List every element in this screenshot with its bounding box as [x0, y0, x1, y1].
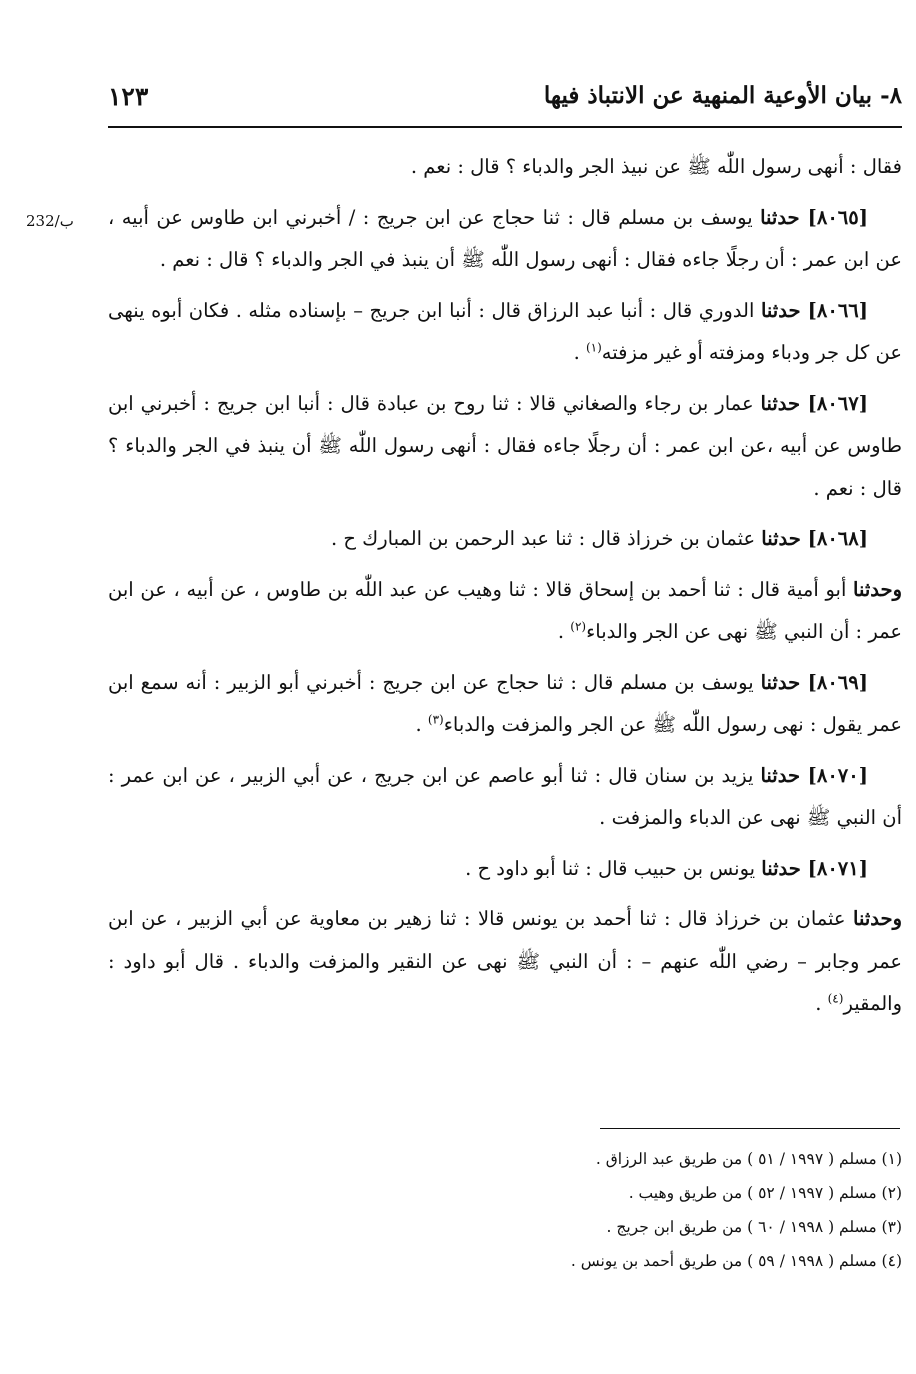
- paragraph-text: يوسف بن مسلم قال : ثنا حجاج عن ابن جريج : / أخبرني ابن طاوس عن أبيه ، عن ابن عمر : أن رجلًا جاءه فقال : أنهى رسول اللّٰه ﷺ أن ينبذ في الجر والدباء ؟ قال : نعم .: [108, 205, 902, 271]
- hadith-lead: وحدثنا: [853, 907, 902, 930]
- paragraph-text: عثمان بن خرزاذ قال : ثنا أحمد بن يونس قالا : ثنا زهير بن معاوية عن أبي الزبير ، عن ابن عمر وجابر – رضي اللّٰه عنهم – : أن النبي ﷺ نهى عن النقير والمزفت والدباء . قال أبو داود : والمقير: [108, 907, 902, 1015]
- hadith-number: [٨٠٦٦] حدثنا: [760, 298, 869, 322]
- paragraph-text: عمار بن رجاء والصغاني قالا : ثنا روح بن عبادة قال : أنبا ابن جريج : أخبرني ابن طاوس عن أبيه ،عن ابن عمر : أن رجلًا جاءه فقال : أنهى رسول اللّٰه ﷺ أن ينبذ في الجر والدباء ؟ قال : نعم .: [108, 391, 902, 500]
- chapter-title: ٨- بيان الأوعية المنهية عن الانتباذ فيها: [543, 82, 902, 109]
- hadith-8069: [108, 662, 902, 747]
- footnote-2: (٢) مسلم ( ١٩٩٧ / ٥٢ ) من طريق وهيب .: [628, 1184, 902, 1202]
- paragraph-text: يزيد بن سنان قال : ثنا أبو عاصم عن ابن جريج ، عن أبي الزبير ، عن ابن عمر : أن النبي ﷺ نهى عن الدباء والمزفت .: [108, 763, 902, 829]
- hadith-8070: [108, 755, 902, 840]
- hadith-number: [٨٠٧٠] حدثنا: [760, 763, 868, 787]
- paragraph-tail: .: [573, 341, 586, 364]
- paragraph-text: أبو أمية قال : ثنا أحمد بن إسحاق قالا : ثنا وهيب عن عبد اللّٰه بن طاوس ، عن أبيه ، عن ابن عمر : أن النبي ﷺ نهى عن الجر والدباء: [108, 577, 902, 643]
- header-rule: [108, 126, 902, 128]
- hadith-lead: وحدثنا: [853, 577, 902, 601]
- main-text: [108, 146, 902, 1034]
- paragraph-text: يونس بن حبيب قال : ثنا أبو داود ح .: [465, 856, 762, 880]
- paragraph-text: يوسف بن مسلم قال : ثنا حجاج عن ابن جريج : أخبرني أبو الزبير : أنه سمع ابن عمر يقول : نهى رسول اللّٰه ﷺ عن الجر والمزفت والدباء: [108, 670, 902, 736]
- footnote-1: (١) مسلم ( ١٩٩٧ / ٥١ ) من طريق عبد الرزاق .: [595, 1150, 902, 1168]
- paragraph-text: عثمان بن خرزاذ قال : ثنا عبد الرحمن بن المبارك ح .: [330, 527, 762, 550]
- footnote-rule: [600, 1128, 900, 1129]
- paragraph: [108, 146, 902, 189]
- paragraph-text: الدوري قال : أنبا عبد الرزاق قال : أنبا ابن جريج – بإسناده مثله . فكان أبوه ينهى عن كل جر ودباء ومزفته أو غير مزفته: [108, 298, 902, 364]
- footnote-ref: (٢): [570, 619, 587, 634]
- manuscript-folio-note: 232/ب: [26, 212, 74, 230]
- hadith-number: [٨٠٦٧] حدثنا: [760, 391, 868, 415]
- page-number: ١٢٣: [108, 82, 149, 111]
- hadith-8071: [108, 848, 902, 891]
- footnote-ref: (١): [585, 340, 602, 355]
- page-header: [108, 82, 902, 122]
- hadith-8067: [108, 383, 902, 511]
- paragraph-tail: .: [415, 713, 428, 736]
- hadith-8065: [108, 197, 902, 282]
- footnote-3: (٣) مسلم ( ١٩٩٨ / ٦٠ ) من طريق ابن جريج .: [606, 1218, 902, 1236]
- paragraph-tail: .: [815, 992, 828, 1015]
- footnotes: [108, 1142, 902, 1278]
- footnote-4: (٤) مسلم ( ١٩٩٨ / ٥٩ ) من طريق أحمد بن يونس .: [570, 1252, 902, 1270]
- hadith-8066: [108, 290, 902, 375]
- paragraph-tail: .: [557, 620, 571, 643]
- footnote-ref: (٣): [427, 712, 444, 727]
- hadith-number: [٨٠٦٩] حدثنا: [760, 670, 868, 694]
- hadith-number: [٨٠٦٨] حدثنا: [761, 527, 868, 550]
- hadith-8068-cont: [108, 569, 902, 654]
- hadith-8068: [108, 518, 902, 561]
- hadith-number: [٨٠٦٥] حدثنا: [760, 205, 868, 229]
- hadith-8071-cont: [108, 898, 902, 1026]
- hadith-number: [٨٠٧١] حدثنا: [761, 856, 868, 880]
- footnote-ref: (٤): [827, 991, 844, 1006]
- paragraph-text: فقال : أنهى رسول اللّٰه ﷺ عن نبيذ الجر والدباء ؟ قال : نعم .: [410, 155, 902, 178]
